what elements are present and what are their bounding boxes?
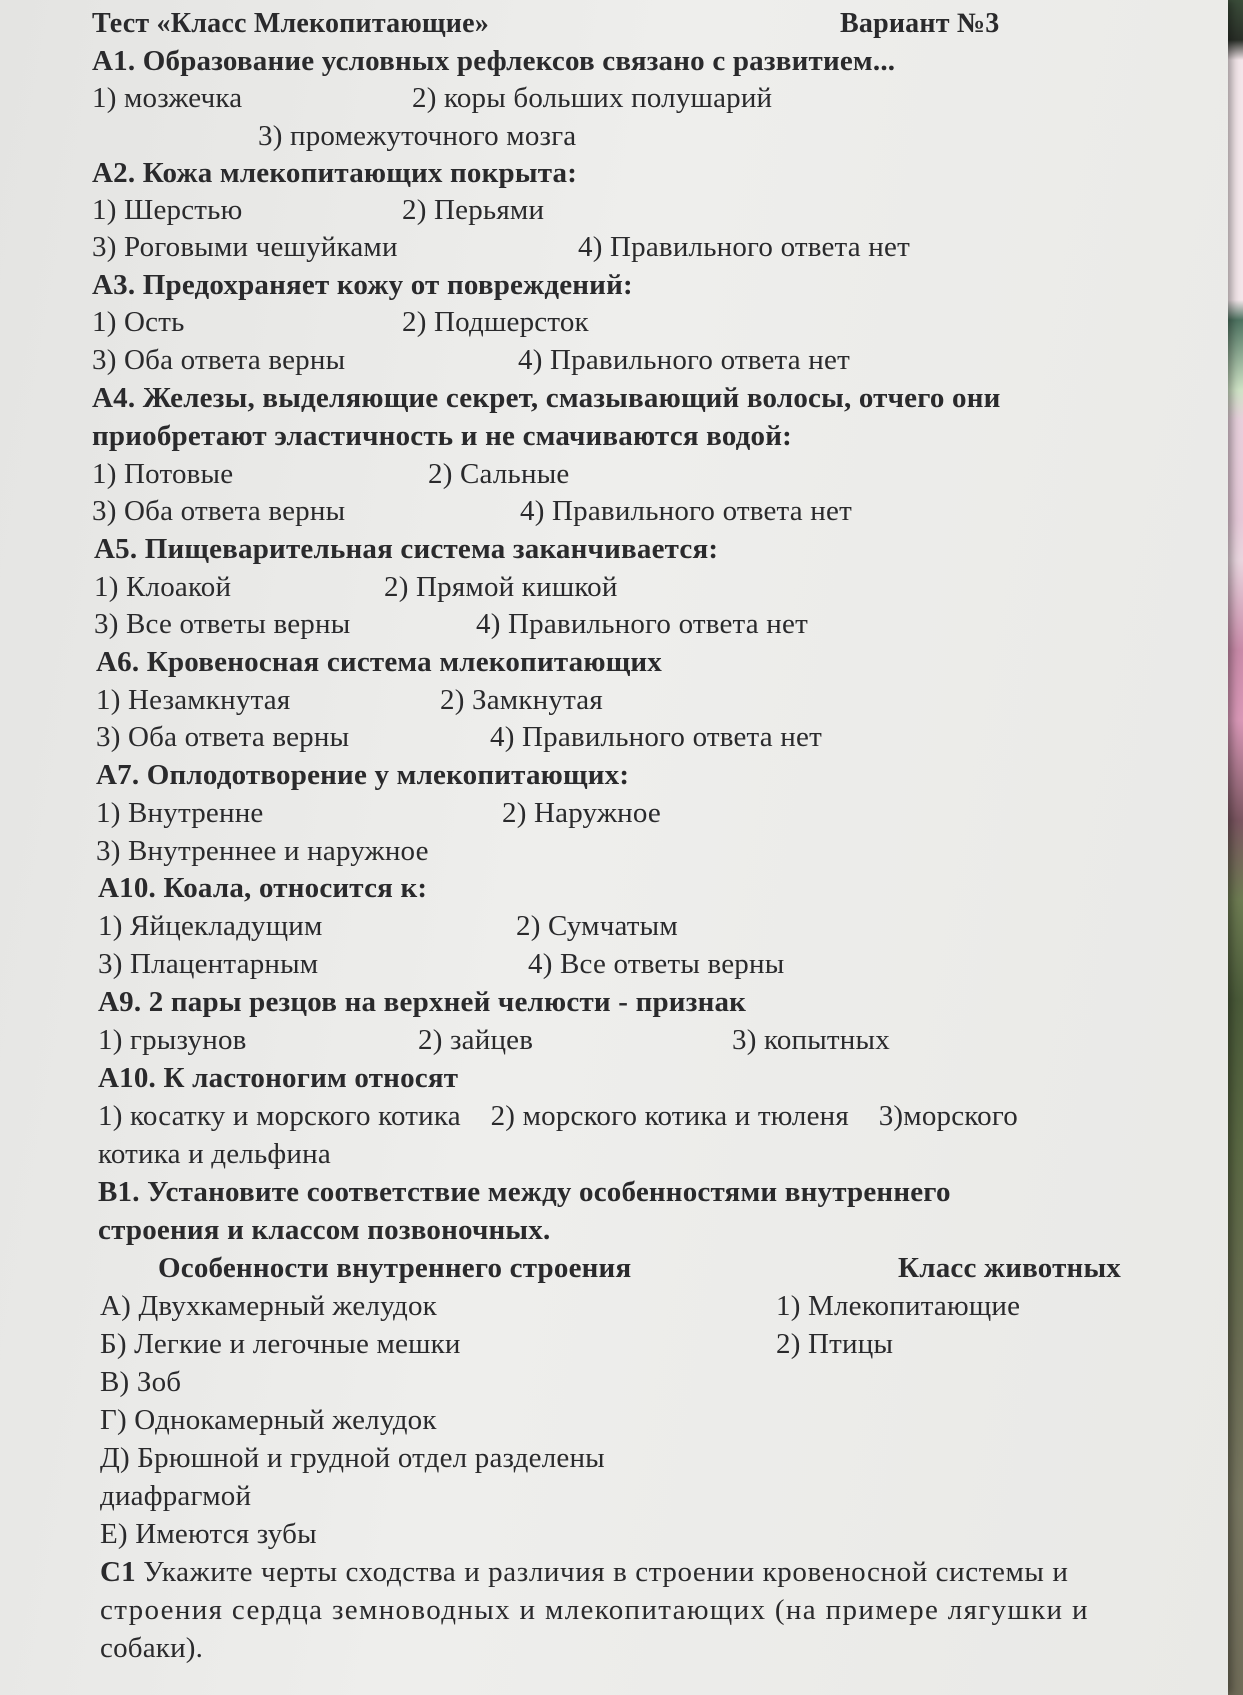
- question-a3: А3. Предохраняет кожу от повреждений:: [92, 269, 633, 301]
- question-a4-line2: приобретают эластичность и не смачиваются водой:: [92, 420, 793, 452]
- option-a6-3: 3) Оба ответа верны: [96, 721, 350, 753]
- option-a5-3: 3) Все ответы верны: [94, 608, 351, 640]
- option-a9-1: 1) грызунов: [98, 1024, 247, 1056]
- option-a4-1: 1) Потовые: [92, 458, 234, 490]
- option-a1-1: 1) мозжечка: [92, 82, 243, 114]
- question-a6: А6. Кровеносная система млекопитающих: [96, 646, 663, 678]
- variant-label: Вариант №3: [840, 8, 1000, 39]
- option-a5-4: 4) Правильного ответа нет: [476, 608, 808, 640]
- option-a10k-4: 4) Все ответы верны: [528, 948, 785, 980]
- option-a5-1: 1) Клоакой: [94, 571, 232, 603]
- question-a7: А7. Оплодотворение у млекопитающих:: [96, 759, 630, 791]
- option-a10k-1: 1) Яйцекладущим: [98, 910, 323, 942]
- option-a6-1: 1) Незамкнутая: [96, 684, 291, 716]
- question-b1-line1: В1. Установите соответствие между особенностями внутреннего: [98, 1176, 951, 1208]
- option-a7-3: 3) Внутреннее и наружное: [96, 835, 429, 867]
- option-a10k-2: 2) Сумчатым: [516, 910, 678, 942]
- b1-item-g: Г) Однокамерный желудок: [100, 1404, 437, 1436]
- option-a2-2: 2) Перьями: [402, 194, 545, 226]
- option-a4-3: 3) Оба ответа верны: [92, 495, 346, 527]
- b1-class-2: 2) Птицы: [776, 1328, 894, 1360]
- b1-item-d-line1: Д) Брюшной и грудной отдел разделены: [100, 1442, 605, 1474]
- question-a4-line1: А4. Железы, выделяющие секрет, смазывающий волосы, отчего они: [92, 382, 1001, 414]
- b1-class-1: 1) Млекопитающие: [776, 1290, 1021, 1322]
- option-a10k-3: 3) Плацентарным: [98, 948, 319, 980]
- question-c1-line3: собаки).: [100, 1632, 204, 1664]
- question-a1: А1. Образование условных рефлексов связано с развитием...: [92, 45, 896, 77]
- option-a6-2: 2) Замкнутая: [440, 684, 603, 716]
- question-a2: А2. Кожа млекопитающих покрыта:: [92, 157, 578, 189]
- b1-item-v: В) Зоб: [100, 1366, 182, 1398]
- option-a2-3: 3) Роговыми чешуйками: [92, 231, 398, 263]
- c1-text-line1: Укажите черты сходства и различия в строении кровеносной системы и: [143, 1556, 1069, 1588]
- b1-item-d-line2: диафрагмой: [100, 1480, 252, 1512]
- option-a1-2: 2) коры больших полушарий: [412, 82, 773, 114]
- option-a2-4: 4) Правильного ответа нет: [578, 231, 910, 263]
- option-a10p-line2: котика и дельфина: [98, 1138, 331, 1170]
- option-a6-4: 4) Правильного ответа нет: [490, 721, 822, 753]
- option-a4-2: 2) Сальные: [428, 458, 570, 490]
- option-a3-4: 4) Правильного ответа нет: [518, 344, 850, 376]
- option-a7-2: 2) Наружное: [502, 797, 661, 829]
- b1-item-e: Е) Имеются зубы: [100, 1518, 317, 1550]
- b1-item-a: А) Двухкамерный желудок: [100, 1290, 437, 1322]
- c1-label: С1: [100, 1556, 136, 1588]
- question-c1-line1: [100, 1558, 1188, 1587]
- question-b1-line2: строения и классом позвоночных.: [98, 1214, 551, 1246]
- option-a3-2: 2) Подшерсток: [402, 306, 589, 338]
- b1-item-b: Б) Легкие и легочные мешки: [100, 1328, 461, 1360]
- option-a3-3: 3) Оба ответа верны: [92, 344, 346, 376]
- option-a1-3: 3) промежуточного мозга: [258, 120, 577, 152]
- question-a10-koala: А10. Коала, относится к:: [98, 872, 428, 904]
- option-a3-1: 1) Ость: [92, 306, 185, 338]
- b1-left-header: Особенности внутреннего строения: [158, 1252, 632, 1284]
- option-a9-3: 3) копытных: [732, 1024, 890, 1056]
- option-a2-1: 1) Шерстью: [92, 194, 243, 226]
- option-a9-2: 2) зайцев: [418, 1024, 534, 1056]
- option-a4-4: 4) Правильного ответа нет: [520, 495, 852, 527]
- test-title: Тест «Класс Млекопитающие»: [92, 8, 489, 39]
- question-a9: А9. 2 пары резцов на верхней челюсти - признак: [98, 986, 747, 1018]
- question-a5: А5. Пищеварительная система заканчивается:: [94, 533, 719, 565]
- option-a10p-line1: 1) косатку и морского котика 2) морского котика и тюленя 3)морского: [98, 1100, 1018, 1132]
- option-a7-1: 1) Внутренне: [96, 797, 264, 829]
- option-a5-2: 2) Прямой кишкой: [384, 571, 618, 603]
- question-a10-pinnipeds: А10. К ластоногим относят: [98, 1062, 459, 1094]
- question-c1-line2: строения сердца земноводных и млекопитающих (на примере лягушки и: [100, 1594, 1089, 1626]
- b1-right-header: Класс животных: [898, 1252, 1122, 1284]
